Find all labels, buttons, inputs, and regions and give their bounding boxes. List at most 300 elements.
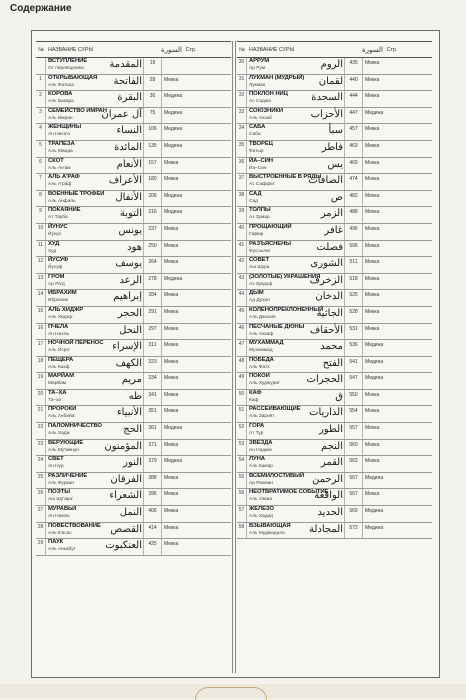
surah-page: 469: [345, 158, 363, 174]
surah-place: [162, 58, 189, 74]
surah-arabic: يس: [327, 158, 343, 170]
surah-translit: Мухаммад: [249, 348, 273, 354]
surah-name-cell: [247, 357, 345, 373]
surah-name-cell: [46, 324, 144, 340]
table-row: [237, 224, 432, 241]
table-row: [237, 324, 432, 341]
surah-page: 457: [345, 124, 363, 140]
surah-page: 334: [144, 373, 162, 389]
surah-place: Мекка: [164, 541, 179, 548]
surah-arabic: الطور: [318, 424, 343, 436]
surah-name: ПЕСЧАНЫЕ ДЮНЫ: [249, 323, 305, 330]
surah-name-cell: [46, 191, 144, 207]
surah-place: Мекка: [365, 425, 380, 432]
surah-name: ВСЕМИЛОСТИВЫЙ: [249, 472, 304, 479]
table-row: [237, 75, 432, 92]
surah-place: Медина: [164, 458, 183, 465]
table-row: [237, 241, 432, 258]
surah-page: 560: [345, 440, 363, 456]
surah-page: 567: [345, 473, 363, 489]
table-row: [237, 124, 432, 141]
surah-name-cell: [247, 390, 345, 406]
surah-arabic: لقمان: [318, 75, 343, 87]
table-row: [36, 506, 231, 523]
surah-translit: Аль А'раф: [48, 182, 72, 188]
surah-name-cell: [247, 91, 345, 107]
surah-place: Мекка: [365, 242, 380, 249]
surah-page: 351: [144, 406, 162, 422]
surah-page: 572: [345, 523, 363, 539]
surah-number: 36: [237, 158, 247, 174]
surah-translit: Худ: [48, 248, 57, 254]
surah-name-cell: [46, 506, 144, 522]
table-row: [36, 373, 231, 390]
surah-page: 250: [144, 241, 162, 257]
surah-arabic: المقدمة: [109, 59, 142, 70]
table-row: [36, 307, 231, 324]
table-row: [36, 207, 231, 224]
surah-number: 56: [237, 489, 247, 505]
surah-place: Медина: [164, 275, 183, 282]
surah-name: ДЫМ: [249, 290, 264, 297]
surah-name: ТВОРЕЦ: [249, 140, 273, 147]
table-row: [36, 290, 231, 307]
surah-number: 35: [237, 141, 247, 157]
surah-name: ПАЛОМНИЧЕСТВО: [48, 423, 102, 430]
surah-translit: Марйам: [48, 381, 67, 387]
surah-translit: Ан Намль: [48, 514, 70, 520]
surah-number: [36, 58, 46, 74]
surah-translit: Аш Шура: [249, 265, 270, 271]
surah-translit: Аль Му'минун: [48, 447, 79, 453]
surah-translit: Аль Фатх: [249, 364, 270, 370]
surah-number: 31: [237, 75, 247, 91]
surah-name: НОЧНОЙ ПЕРЕНОС: [48, 340, 104, 347]
table-header: [36, 41, 231, 58]
surah-name-cell: [46, 207, 144, 223]
surah-name: ЙА–СИН: [249, 157, 273, 164]
surah-name-cell: [247, 324, 345, 340]
surah-arabic: الأنبياء: [116, 407, 142, 419]
surah-place: Медина: [365, 342, 384, 349]
surah-name: СЕМЕЙСТВО ИМРАН: [48, 107, 107, 114]
surah-page: 569: [345, 506, 363, 522]
surah-page: 379: [144, 456, 162, 472]
surah-arabic: يوسف: [115, 258, 142, 270]
surah-arabic: المؤمنون: [104, 440, 142, 452]
surah-number: 48: [237, 357, 247, 373]
header-name: НАЗВАНИЕ СУРЫ: [48, 46, 94, 53]
surah-name: ПАУК: [48, 539, 64, 546]
surah-page: 19: [144, 58, 162, 74]
table-row: [237, 473, 432, 490]
surah-number: 43: [237, 274, 247, 290]
surah-place: Мекка: [164, 308, 179, 315]
surah-arabic: الأحقاف: [309, 324, 343, 336]
surah-page: 550: [345, 390, 363, 406]
surah-translit: Та–ха: [48, 397, 62, 403]
surah-number: 19: [36, 373, 46, 389]
surah-name-cell: [46, 357, 144, 373]
surah-translit: Аль Фуркан: [48, 480, 75, 486]
table-row: [36, 58, 231, 75]
table-row: [36, 440, 231, 457]
surah-name-cell: [247, 440, 345, 456]
surah-name: ПОКЛОН НИЦ: [249, 91, 288, 98]
surah-page: 157: [144, 158, 162, 174]
table-row: [36, 257, 231, 274]
surah-place: Мекка: [164, 524, 179, 531]
surah-number: 55: [237, 473, 247, 489]
surah-name: ГОРА: [249, 423, 265, 430]
table-row: [36, 158, 231, 175]
surah-name: КАФ: [249, 389, 262, 396]
surah-translit: Лукман: [249, 82, 266, 88]
surah-translit: Ан Ниса'а: [48, 132, 70, 138]
surah-name: РАЗЛИЧЕНИЕ: [48, 472, 88, 479]
surah-arabic: فصلت: [316, 241, 343, 253]
surah-name: ВОЕННЫЕ ТРОФЕИ: [48, 190, 105, 197]
surah-page: 297: [144, 324, 162, 340]
surah-place: Мекка: [365, 275, 380, 282]
surah-number: 5: [36, 141, 46, 157]
surah-arabic: هود: [127, 241, 142, 253]
surah-name-cell: [247, 207, 345, 223]
surah-place: Медина: [365, 474, 384, 481]
surah-place: Мекка: [164, 375, 179, 382]
surah-translit: Ар Рум: [249, 66, 266, 71]
surah-translit: Аль Ахкаф: [249, 331, 274, 337]
table-row: [36, 489, 231, 506]
table-row: [237, 58, 432, 75]
surah-arabic: الأنفال: [115, 191, 142, 203]
surah-place: Мекка: [365, 142, 380, 149]
table-row: [36, 174, 231, 191]
surah-name-cell: [247, 290, 345, 306]
surah-translit: Ат Тауба: [48, 215, 68, 221]
surah-place: Медина: [365, 358, 384, 365]
surah-page: 278: [144, 274, 162, 290]
surah-number: 2: [36, 91, 46, 107]
surah-place: Мекка: [365, 225, 380, 232]
surah-name-cell: [247, 406, 345, 422]
surah-arabic: الرحمن: [312, 473, 343, 485]
surah-name: ЖЕНЩИНЫ: [48, 124, 82, 131]
table-row: [237, 390, 432, 407]
surah-arabic: الحجرات: [306, 374, 343, 386]
surah-place: Мекка: [164, 76, 179, 83]
surah-place: Медина: [365, 524, 384, 531]
surah-number: 39: [237, 207, 247, 223]
surah-place: Мекка: [365, 491, 380, 498]
surah-number: 29: [36, 539, 46, 555]
surah-name: ВЕРУЮЩИЕ: [48, 439, 84, 446]
surah-name-cell: [247, 373, 345, 389]
surah-page: 206: [144, 191, 162, 207]
surah-page: 323: [144, 357, 162, 373]
table-row: [237, 91, 432, 108]
surah-arabic: الإسراء: [112, 341, 142, 353]
surah-arabic: النجم: [321, 440, 343, 452]
surah-number: 45: [237, 307, 247, 323]
header-num: №: [38, 46, 44, 53]
surah-number: 49: [237, 373, 247, 389]
surah-place: Мекка: [365, 292, 380, 299]
surah-name: СВЕТ: [48, 456, 64, 463]
surah-translit: Аль Исра': [48, 348, 70, 354]
surah-name: ХУД: [48, 240, 60, 247]
surah-arabic: الفاتحة: [113, 75, 142, 87]
surah-arabic: التوبة: [119, 208, 142, 220]
surah-place: Мекка: [164, 342, 179, 349]
surah-arabic: السجدة: [311, 92, 343, 104]
surah-translit: Аль Хадж: [48, 431, 70, 437]
surah-name: РАССЕИВАЮЩИЕ: [249, 406, 301, 413]
surah-arabic: يونس: [118, 224, 142, 236]
surah-name-cell: [46, 423, 144, 439]
table-row: [237, 307, 432, 324]
surah-arabic: الزخرف: [309, 274, 343, 286]
surah-page: 567: [345, 489, 363, 505]
table-row: [237, 523, 432, 540]
surah-translit: Ад Духан: [249, 298, 270, 304]
table-row: [237, 274, 432, 291]
surah-place: Мекка: [365, 176, 380, 183]
surah-translit: Фатыр: [249, 148, 264, 154]
surah-name: ЖЕЛЕЗО: [249, 506, 274, 513]
surah-number: 1: [36, 75, 46, 91]
surah-translit: Фуссылат: [249, 248, 271, 254]
surah-page: 341: [144, 390, 162, 406]
surah-arabic: الروم: [320, 59, 343, 70]
surah-number: 12: [36, 257, 46, 273]
surah-translit: Саба: [249, 132, 261, 138]
surah-arabic: الزمر: [320, 208, 343, 220]
surah-place: Медина: [365, 508, 384, 515]
contents-table: [31, 30, 440, 678]
surah-number: 6: [36, 158, 46, 174]
table-row: [237, 191, 432, 208]
surah-page: 474: [345, 174, 363, 190]
surah-name: КОЛЕНОПРЕКЛОНЕННЫЙ: [249, 306, 324, 313]
surah-page: 406: [144, 506, 162, 522]
surah-place: Мекка: [164, 474, 179, 481]
surah-translit: Аль Маида: [48, 148, 73, 154]
surah-page: 371: [144, 440, 162, 456]
surah-number: 16: [36, 324, 46, 340]
surah-translit: Аль Бакара: [48, 99, 74, 105]
table-row: [36, 357, 231, 374]
surah-page: 180: [144, 174, 162, 190]
surah-page: 237: [144, 224, 162, 240]
surah-arabic: آل عمران: [101, 108, 142, 120]
surah-number: 41: [237, 241, 247, 257]
surah-name: ИБРАХИМ: [48, 290, 77, 297]
table-row: [36, 523, 231, 540]
surah-translit: Аль Ахзаб: [249, 115, 272, 121]
surah-name: ЛУНА: [249, 456, 265, 463]
surah-arabic: ص: [330, 191, 343, 203]
surah-translit: Аль Джасия: [249, 314, 276, 320]
surah-arabic: النحل: [119, 324, 142, 336]
surah-arabic: النمل: [119, 507, 142, 519]
surah-translit: Йа–Син: [249, 165, 267, 171]
surah-arabic: الفتح: [322, 357, 343, 369]
surah-translit: Аль Муджадила: [249, 530, 285, 536]
surah-arabic: النساء: [116, 125, 142, 137]
surah-number: 50: [237, 390, 247, 406]
table-row: [36, 390, 231, 407]
surah-page: 447: [345, 108, 363, 124]
surah-page: 536: [345, 340, 363, 356]
surah-page: 528: [345, 307, 363, 323]
table-row: [237, 290, 432, 307]
surah-page: 414: [144, 523, 162, 539]
surah-place: Мекка: [164, 441, 179, 448]
surah-arabic: سبأ: [328, 125, 343, 137]
surah-number: 20: [36, 390, 46, 406]
surah-page: 311: [144, 340, 162, 356]
ornament: [195, 687, 267, 700]
surah-page: 388: [144, 473, 162, 489]
surah-name-cell: [247, 523, 345, 539]
table-row: [36, 406, 231, 423]
surah-name: САБА: [249, 124, 266, 131]
surah-name-cell: [247, 473, 345, 489]
surah-number: 54: [237, 456, 247, 472]
surah-translit: Ибрахим: [48, 298, 68, 304]
surah-page: 547: [345, 373, 363, 389]
table-row: [237, 257, 432, 274]
surah-place: Мекка: [365, 391, 380, 398]
surah-page: 563: [345, 456, 363, 472]
surah-name-cell: [46, 489, 144, 505]
surah-name-cell: [247, 506, 345, 522]
surah-name: КОРОВА: [48, 91, 73, 98]
surah-page: 425: [144, 539, 162, 555]
surah-number: 40: [237, 224, 247, 240]
surah-arabic: غافر: [324, 224, 343, 236]
table-row: [237, 108, 432, 125]
surah-translit: От переводчика: [48, 66, 84, 71]
header-name: НАЗВАНИЕ СУРЫ: [249, 46, 295, 53]
table-row: [36, 340, 231, 357]
surah-name-cell: [46, 274, 144, 290]
table-row: [237, 489, 432, 506]
surah-page: 531: [345, 324, 363, 340]
surah-arabic: الصافات: [308, 175, 343, 187]
table-row: [237, 506, 432, 523]
surah-name: АЛЬ ХИДЖР: [48, 306, 84, 313]
surah-arabic: النور: [123, 457, 142, 469]
surah-name-cell: [46, 174, 144, 190]
surah-translit: Аль Ан'ам: [48, 165, 71, 171]
surah-number: 25: [36, 473, 46, 489]
surah-place: Мекка: [164, 391, 179, 398]
surah-arabic: الأنعام: [116, 158, 142, 170]
surah-name-cell: [247, 489, 345, 505]
table-row: [237, 406, 432, 423]
table-row: [36, 423, 231, 440]
header-page: Стр.: [185, 46, 197, 53]
surah-name: ВСТУПЛЕНИЕ: [48, 58, 88, 64]
surah-name: МАРЙАМ: [48, 373, 74, 380]
surah-page: 361: [144, 423, 162, 439]
table-header: [237, 41, 432, 58]
surah-number: 14: [36, 290, 46, 306]
surah-name-cell: [46, 224, 144, 240]
table-row: [237, 207, 432, 224]
surah-number: 34: [237, 124, 247, 140]
surah-place: Мекка: [365, 408, 380, 415]
surah-arabic: الحديد: [317, 507, 343, 519]
surah-translit: Аль Худжурат: [249, 381, 280, 387]
surah-number: 24: [36, 456, 46, 472]
surah-name-cell: [247, 108, 345, 124]
surah-translit: Каф: [249, 397, 259, 403]
surah-page: 75: [144, 108, 162, 124]
surah-translit: Ар Ра'д: [48, 281, 65, 287]
surah-translit: Аль Зарият: [249, 414, 275, 420]
surah-name: ВЫСТРОЕННЫЕ В РЯДЫ: [249, 174, 321, 181]
surah-name: ПЧЕЛА: [48, 323, 69, 330]
surah-number: 44: [237, 290, 247, 306]
surah-place: Мекка: [365, 76, 380, 83]
surah-arabic: محمد: [320, 341, 343, 353]
surah-name: СОВЕТ: [249, 257, 269, 264]
table-row: [36, 108, 231, 125]
surah-translit: Аз Зухруф: [249, 281, 273, 287]
surah-translit: Аз Зумар: [249, 215, 270, 221]
surah-name: ПОКОИ: [249, 373, 270, 380]
surah-name: СОЮЗНИКИ: [249, 107, 283, 114]
surah-place: Медина: [164, 93, 183, 100]
table-row: [36, 141, 231, 158]
surah-place: Мекка: [365, 60, 380, 66]
surah-name-cell: [247, 75, 345, 91]
table-row: [237, 174, 432, 191]
surah-name: ЗВЕЗДА: [249, 439, 273, 446]
surah-name: ПОВЕСТВОВАНИЕ: [48, 522, 101, 529]
surah-name: ПОБЕДА: [249, 356, 274, 363]
surah-arabic: الحجر: [117, 307, 142, 319]
surah-place: Медина: [164, 109, 183, 116]
surah-place: Медина: [365, 375, 384, 382]
table-row: [36, 75, 231, 92]
surah-page: 557: [345, 423, 363, 439]
surah-arabic: الواقعة: [314, 490, 343, 502]
table-row: [237, 456, 432, 473]
surah-translit: Ар Рахман: [249, 480, 273, 486]
surah-number: 51: [237, 406, 247, 422]
surah-name: ГРОМ: [48, 273, 65, 280]
surah-translit: Аль Анфаль: [48, 198, 76, 204]
surah-name-cell: [247, 124, 345, 140]
surah-place: Мекка: [365, 192, 380, 199]
surah-translit: Аль Камар: [249, 464, 273, 470]
surah-name-cell: [46, 158, 144, 174]
surah-name-cell: [46, 340, 144, 356]
surah-translit: Аль Анкабут: [48, 547, 76, 553]
table-row: [36, 224, 231, 241]
surah-name-cell: [46, 523, 144, 539]
surah-number: 13: [36, 274, 46, 290]
surah-name: АЛЬ А'РАФ: [48, 174, 80, 181]
surah-name-cell: [46, 473, 144, 489]
surah-place: Мекка: [164, 358, 179, 365]
surah-name-cell: [247, 456, 345, 472]
surah-name-cell: [247, 274, 345, 290]
